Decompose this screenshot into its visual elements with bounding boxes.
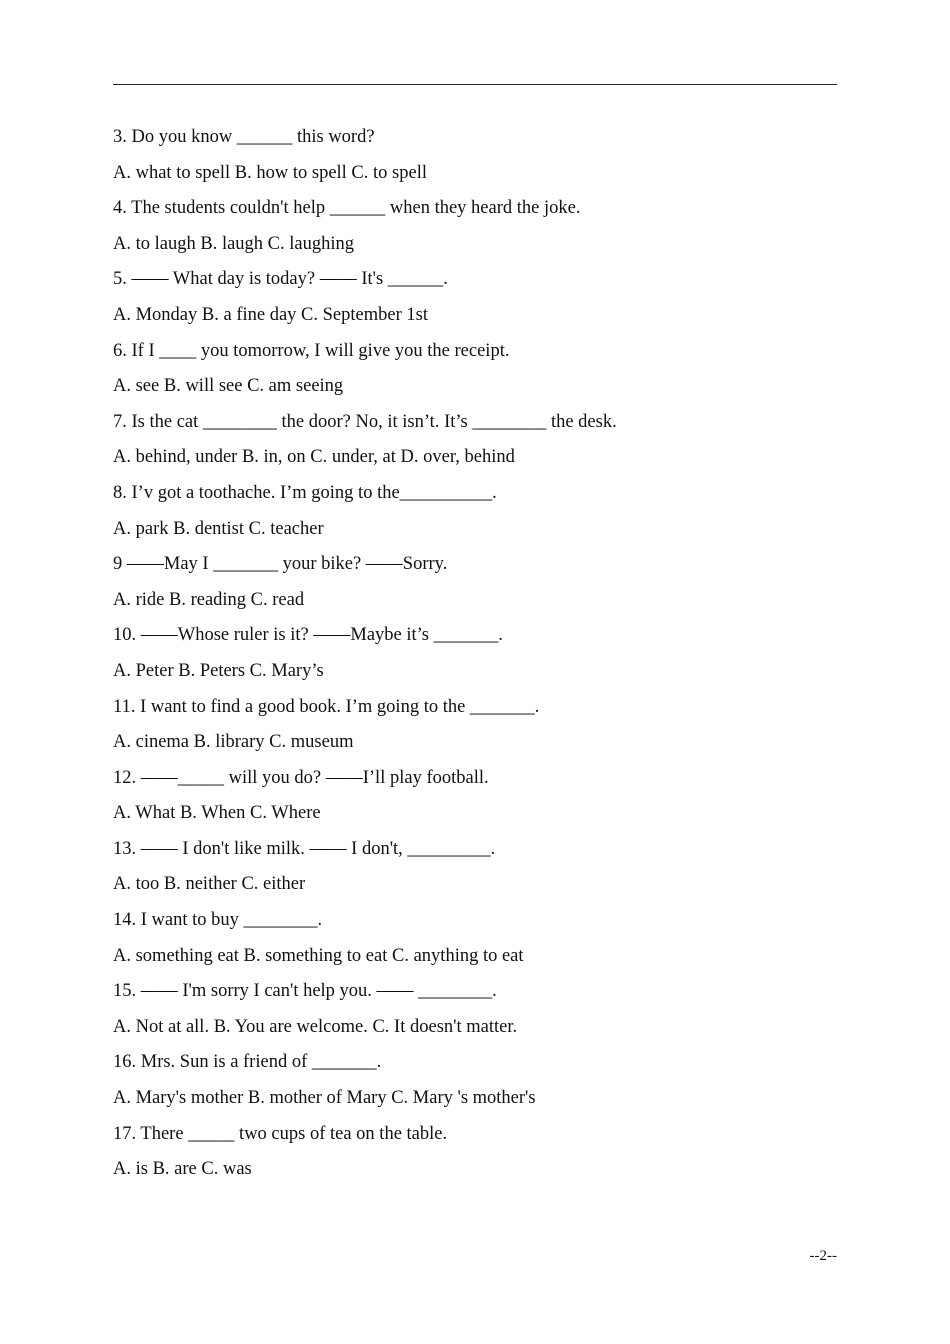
question-3: 3. Do you know ______ this word? bbox=[113, 127, 375, 147]
question-14: 14. I want to buy ________. bbox=[113, 910, 323, 931]
page-number: --2-- bbox=[809, 1248, 837, 1264]
question-6: 6. If I ____ you tomorrow, I will give you the receipt. bbox=[113, 340, 510, 361]
options-8: A. park B. dentist C. teacher bbox=[113, 518, 324, 539]
options-14: A. something eat B. something to eat C. anything to eat bbox=[113, 945, 524, 966]
question-17: 17. There _____ two cups of tea on the table. bbox=[113, 1123, 448, 1144]
question-15: 15. —— I'm sorry I can't help you. —— ________. bbox=[113, 981, 497, 1002]
question-13: 13. —— I don't like milk. —— I don't, _________. bbox=[113, 838, 496, 859]
header-rule bbox=[113, 84, 837, 85]
options-16: A. Mary's mother B. mother of Mary C. Mary 's mother's bbox=[113, 1088, 536, 1109]
options-13: A. too B. neither C. either bbox=[113, 874, 306, 895]
question-4: 4. The students couldn't help ______ when they heard the joke. bbox=[113, 198, 581, 219]
options-10: A. Peter B. Peters C. Mary’s bbox=[113, 660, 324, 681]
options-11: A. cinema B. library C. museum bbox=[113, 732, 354, 753]
question-9: 9 ——May I _______ your bike? ——Sorry. bbox=[113, 554, 448, 575]
question-12: 12. ——_____ will you do? ——I’ll play football. bbox=[113, 767, 489, 788]
question-16: 16. Mrs. Sun is a friend of _______. bbox=[113, 1052, 382, 1073]
options-7: A. behind, under B. in, on C. under, at D. over, behind bbox=[113, 447, 515, 468]
options-15: A. Not at all. B. You are welcome. C. It doesn't matter. bbox=[113, 1016, 518, 1037]
question-7: 7. Is the cat ________ the door? No, it isn’t. It’s ________ the desk. bbox=[113, 411, 617, 432]
options-6: A. see B. will see C. am seeing bbox=[113, 376, 344, 397]
question-list bbox=[113, 120, 837, 1188]
options-5: A. Monday B. a fine day C. September 1st bbox=[113, 304, 428, 325]
options-9: A. ride B. reading C. read bbox=[113, 589, 305, 610]
options-4: A. to laugh B. laugh C. laughing bbox=[113, 233, 354, 254]
question-10: 10. ——Whose ruler is it? ——Maybe it’s _______. bbox=[113, 625, 503, 646]
question-11: 11. I want to find a good book. I’m going to the _______. bbox=[113, 696, 540, 717]
options-17: A. is B. are C. was bbox=[113, 1159, 252, 1180]
options-12: A. What B. When C. Where bbox=[113, 803, 321, 824]
question-5: 5. —— What day is today? —— It's ______. bbox=[113, 269, 448, 290]
question-8: 8. I’v got a toothache. I’m going to the__________. bbox=[113, 482, 497, 503]
options-3: A. what to spell B. how to spell C. to spell bbox=[113, 162, 427, 183]
